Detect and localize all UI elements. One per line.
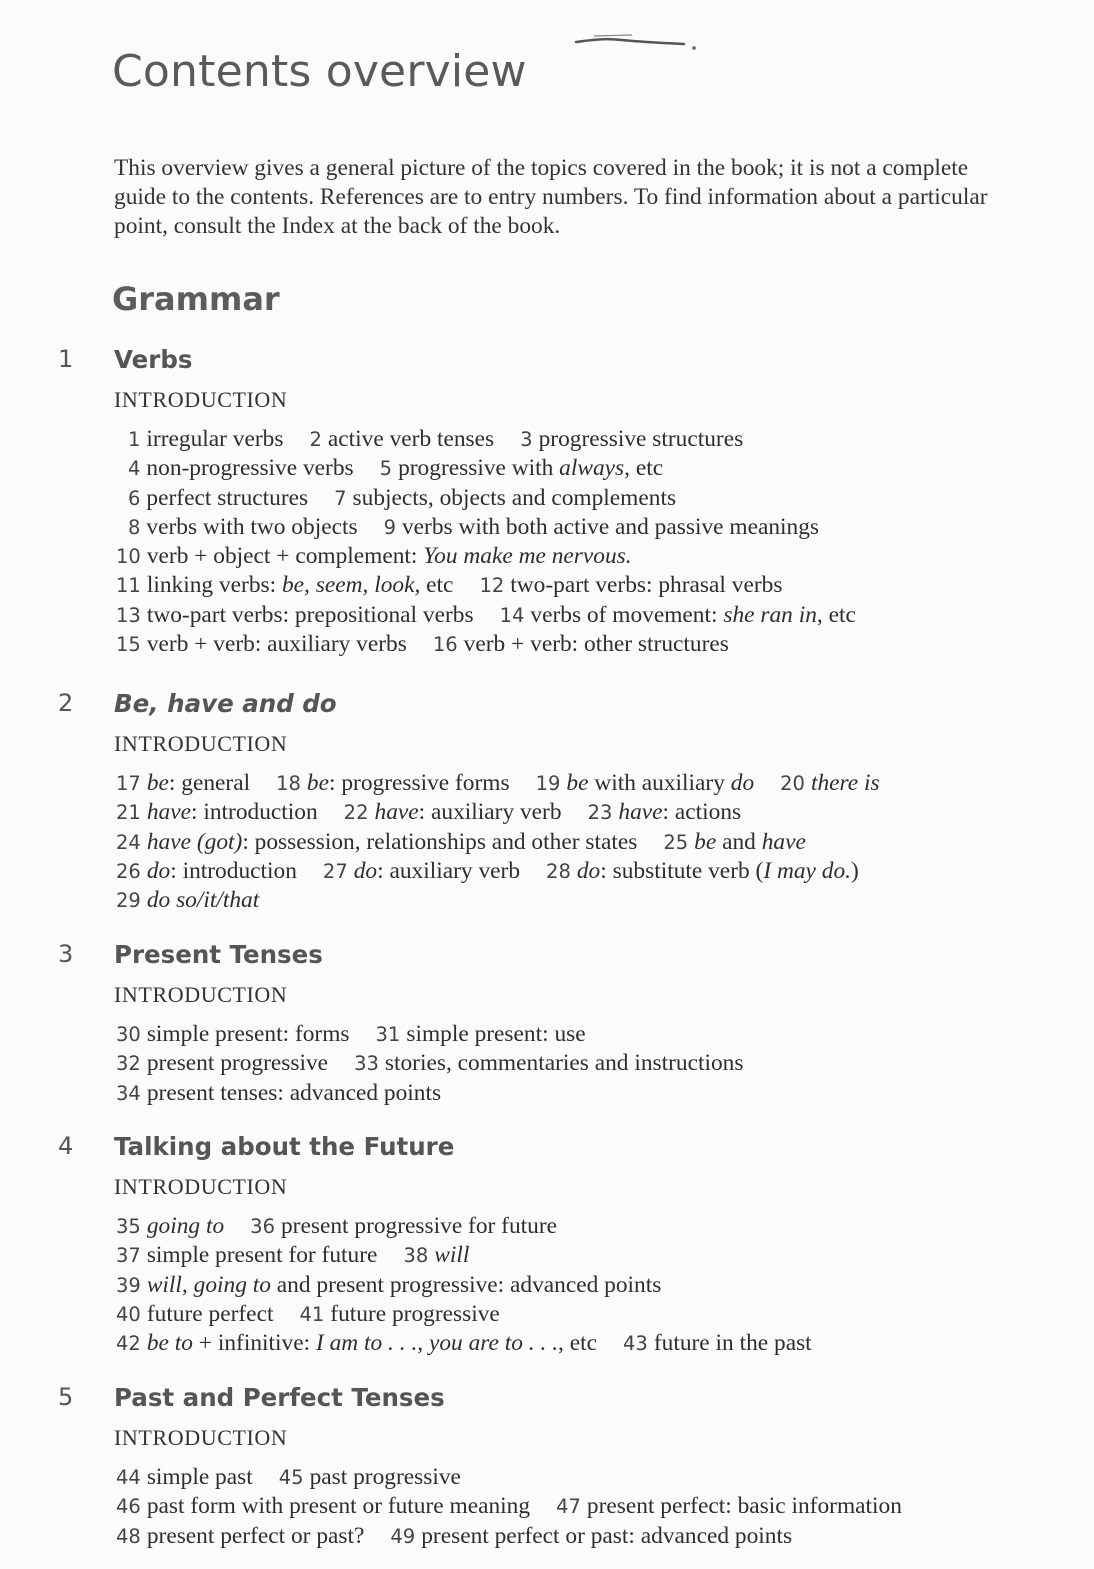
entry-number: 15 xyxy=(116,633,141,657)
contents-entry xyxy=(323,858,520,884)
section-introduction-label: INTRODUCTION xyxy=(114,387,288,412)
entry-number: 14 xyxy=(499,603,525,627)
contents-entry xyxy=(116,602,474,628)
contents-entry xyxy=(279,1464,461,1490)
entry-text: always xyxy=(559,455,625,482)
entry-text: past form with present or future meaning xyxy=(146,1493,531,1520)
entry-line xyxy=(116,857,1076,886)
contents-entry xyxy=(309,426,494,452)
entry-text: verb + verb: other structures xyxy=(463,631,729,658)
contents-entry xyxy=(433,631,729,657)
entry-number: 11 xyxy=(116,574,141,598)
contents-entry xyxy=(623,1330,812,1356)
entry-text: will, going to xyxy=(146,1271,271,1298)
contents-entry xyxy=(390,1523,792,1549)
entry-line xyxy=(116,571,1076,600)
contents-entry xyxy=(588,799,742,825)
entry-number: 13 xyxy=(116,603,141,627)
entry-text: : introduction xyxy=(190,799,318,826)
entry-number: 49 xyxy=(390,1524,416,1548)
entry-number: 9 xyxy=(383,515,396,539)
entry-line xyxy=(116,798,1076,827)
entry-text: present progressive for future xyxy=(280,1213,558,1239)
contents-entry xyxy=(116,1330,597,1356)
entry-line xyxy=(116,513,1076,542)
entry-number: 10 xyxy=(116,545,141,569)
entry-list xyxy=(116,425,1076,659)
entry-text: do so/it/that xyxy=(146,887,260,914)
entry-list xyxy=(116,1212,1076,1358)
entry-number: 25 xyxy=(663,830,689,854)
entry-number: 12 xyxy=(479,574,505,598)
entry-text: be xyxy=(566,770,589,796)
entry-number: 45 xyxy=(278,1466,304,1489)
entry-number: 31 xyxy=(375,1023,401,1046)
entry-text: : possession, relationships and other states xyxy=(242,828,638,855)
entry-text: + infinitive: xyxy=(192,1330,316,1357)
entry-line xyxy=(116,886,1076,915)
entry-text: You make me nervous. xyxy=(423,543,632,570)
entry-list xyxy=(116,769,1076,915)
entry-line xyxy=(116,425,1076,454)
entry-text: do xyxy=(353,857,378,884)
entry-text: irregular verbs xyxy=(146,426,284,452)
entry-line xyxy=(116,454,1076,483)
contents-entry xyxy=(500,602,856,628)
entry-number: 26 xyxy=(116,859,141,883)
entry-number: 48 xyxy=(116,1524,141,1548)
entry-text: I may do. xyxy=(763,857,852,884)
section-introduction-label: INTRODUCTION xyxy=(114,1174,288,1199)
entry-number: 19 xyxy=(535,772,561,795)
contents-entry xyxy=(116,485,308,511)
section-title: Talking about the Future xyxy=(114,1132,455,1161)
entry-list xyxy=(116,1020,1076,1108)
entry-text: future in the past xyxy=(653,1330,812,1357)
entry-text: there is xyxy=(810,770,880,796)
entry-number: 33 xyxy=(354,1052,379,1076)
contents-entry xyxy=(116,426,283,452)
contents-entry xyxy=(250,1213,557,1239)
entry-text: simple present for future xyxy=(146,1242,378,1269)
entry-number: 17 xyxy=(116,772,141,795)
entry-text: two-part verbs: phrasal verbs xyxy=(510,572,783,599)
entry-text: have xyxy=(618,799,663,826)
contents-entry xyxy=(116,455,354,481)
section-introduction-label: INTRODUCTION xyxy=(114,982,288,1007)
contents-entry xyxy=(116,1464,253,1490)
entry-text: , etc xyxy=(816,601,856,628)
entry-list xyxy=(116,1463,1076,1551)
entry-text: she ran in xyxy=(723,601,817,628)
entry-number: 32 xyxy=(116,1052,141,1076)
entry-text: do xyxy=(730,770,755,796)
contents-entry xyxy=(116,799,318,825)
page-title: Contents overview xyxy=(112,46,527,97)
entry-number: 44 xyxy=(116,1466,141,1489)
entry-text: verbs with two objects xyxy=(146,513,358,540)
entry-text: , etc xyxy=(558,1330,598,1357)
entry-number: 5 xyxy=(379,457,393,481)
entry-number: 34 xyxy=(116,1081,141,1105)
entry-text: non-progressive verbs xyxy=(146,455,354,482)
contents-entry xyxy=(780,770,879,796)
entry-number: 24 xyxy=(116,830,141,854)
entry-number: 2 xyxy=(309,428,322,451)
entry-text: verb + object + complement: xyxy=(146,543,424,570)
intro-paragraph: This overview gives a general picture of the topics covered in the book; it is not a complete guide to the contents. References are to entry numbers. To find information about a particular point, consult the Index at the back of the book. xyxy=(114,155,988,240)
contents-entry xyxy=(556,1493,902,1519)
contents-entry xyxy=(520,426,743,452)
entry-line xyxy=(116,1049,1076,1078)
entry-number: 1 xyxy=(128,428,141,451)
entry-number: 28 xyxy=(546,859,571,883)
contents-entry xyxy=(116,770,250,796)
entry-line xyxy=(116,1241,1076,1270)
entry-text: be xyxy=(146,770,169,796)
entry-text: perfect structures xyxy=(146,484,309,511)
entry-line xyxy=(116,1329,1076,1358)
entry-number: 27 xyxy=(322,859,348,883)
entry-line xyxy=(116,601,1076,630)
entry-text: verb + verb: auxiliary verbs xyxy=(146,631,407,658)
entry-number: 46 xyxy=(116,1495,141,1519)
entry-number: 30 xyxy=(116,1023,141,1046)
entry-text: simple present: use xyxy=(406,1021,586,1047)
entry-number: 42 xyxy=(116,1332,141,1356)
entry-text: with auxiliary xyxy=(588,770,731,796)
section-introduction-label: INTRODUCTION xyxy=(114,731,288,756)
entry-number: 37 xyxy=(116,1244,141,1268)
entry-text: , etc xyxy=(624,455,664,482)
entry-text: future perfect xyxy=(146,1300,274,1327)
entry-number: 47 xyxy=(556,1495,581,1519)
entry-line xyxy=(116,1079,1076,1108)
pen-mark-decoration xyxy=(572,26,702,52)
entry-number: 8 xyxy=(128,515,141,539)
entry-number: 41 xyxy=(299,1302,325,1326)
contents-entry xyxy=(116,543,632,569)
contents-entry xyxy=(663,829,806,855)
entry-number: 23 xyxy=(587,801,613,825)
entry-text: present perfect: basic information xyxy=(586,1493,902,1520)
entry-text: and present progressive: advanced points xyxy=(270,1271,662,1298)
entry-number: 43 xyxy=(623,1332,648,1356)
entry-text: active verb tenses xyxy=(327,426,495,452)
contents-entry xyxy=(276,770,510,796)
section-title: Past and Perfect Tenses xyxy=(114,1383,445,1412)
contents-entry xyxy=(116,1493,530,1519)
entry-line xyxy=(116,828,1076,857)
entry-text: and xyxy=(716,828,762,855)
entry-number: 21 xyxy=(116,801,141,825)
contents-entry xyxy=(384,514,819,540)
entry-number: 38 xyxy=(403,1244,429,1268)
entry-text: present perfect or past: advanced points xyxy=(421,1522,793,1549)
section-number: 5 xyxy=(58,1383,74,1411)
contents-entry xyxy=(116,1523,364,1549)
entry-text: have xyxy=(761,828,806,855)
section-number: 4 xyxy=(58,1132,74,1160)
entry-line xyxy=(116,1522,1076,1551)
contents-entry xyxy=(116,1080,441,1106)
entry-line xyxy=(116,542,1076,571)
entry-text: : auxiliary verb xyxy=(377,857,521,884)
contents-entry xyxy=(380,455,663,481)
contents-entry xyxy=(116,829,637,855)
contents-entry xyxy=(116,572,453,598)
part-title: Grammar xyxy=(112,280,280,318)
contents-entry xyxy=(479,572,782,598)
contents-entry xyxy=(546,858,859,884)
entry-text: simple past xyxy=(146,1464,253,1490)
entry-line xyxy=(116,1271,1076,1300)
entry-text: I am to . . ., you are to . . . xyxy=(315,1330,559,1357)
entry-text: : actions xyxy=(662,799,742,826)
entry-text: progressive with xyxy=(398,455,560,482)
entry-number: 35 xyxy=(116,1215,141,1238)
contents-entry xyxy=(116,631,407,657)
entry-line xyxy=(116,1020,1076,1049)
entry-number: 3 xyxy=(520,428,533,451)
contents-entry xyxy=(354,1050,743,1076)
entry-number: 22 xyxy=(343,801,369,825)
entry-text: : substitute verb ( xyxy=(600,857,764,884)
contents-entry xyxy=(344,799,562,825)
entry-text: : introduction xyxy=(170,857,297,884)
entry-text: future progressive xyxy=(330,1300,500,1327)
entry-number: 40 xyxy=(116,1302,141,1326)
entry-text: progressive structures xyxy=(538,426,744,452)
entry-text: going to xyxy=(146,1213,225,1239)
entry-text: have xyxy=(146,799,191,826)
entry-text: ) xyxy=(851,857,859,884)
entry-text: simple present: forms xyxy=(146,1021,350,1047)
contents-entry xyxy=(116,1301,273,1327)
section-number: 2 xyxy=(58,689,74,717)
contents-entry xyxy=(334,485,676,511)
entry-text: present tenses: advanced points xyxy=(146,1079,442,1106)
contents-entry xyxy=(116,858,297,884)
entry-text: stories, commentaries and instructions xyxy=(384,1050,744,1077)
entry-line xyxy=(116,1463,1076,1492)
entry-number: 36 xyxy=(250,1215,275,1238)
section-title: Be, have and do xyxy=(114,689,337,718)
contents-entry xyxy=(116,1272,661,1298)
entry-text: be xyxy=(694,828,717,855)
contents-entry xyxy=(116,887,259,913)
entry-text: have (got) xyxy=(146,828,243,855)
entry-line xyxy=(116,484,1076,513)
entry-text: : auxiliary verb xyxy=(418,799,562,826)
contents-entry xyxy=(403,1242,469,1268)
entry-text: be to xyxy=(146,1330,193,1357)
entry-text: verbs with both active and passive meanings xyxy=(401,513,820,540)
contents-entry xyxy=(116,514,358,540)
entry-text: do xyxy=(576,857,601,884)
entry-text: : general xyxy=(168,770,251,796)
entry-number: 6 xyxy=(128,486,141,510)
entry-text: present perfect or past? xyxy=(146,1522,365,1549)
entry-text: will xyxy=(434,1242,470,1269)
entry-number: 18 xyxy=(276,772,301,795)
contents-entry xyxy=(116,1242,377,1268)
entry-text: be, seem, look xyxy=(281,572,415,599)
entry-text: subjects, objects and complements xyxy=(352,484,677,511)
entry-text: linking verbs: xyxy=(146,572,282,599)
entry-line xyxy=(116,1492,1076,1521)
entry-number: 20 xyxy=(780,772,805,795)
entry-text: two-part verbs: prepositional verbs xyxy=(146,601,474,628)
entry-text: , etc xyxy=(414,572,454,599)
section-introduction-label: INTRODUCTION xyxy=(114,1425,288,1450)
entry-line xyxy=(116,1212,1076,1241)
entry-text: do xyxy=(146,857,171,884)
entry-text: present progressive xyxy=(146,1050,329,1077)
entry-number: 39 xyxy=(116,1273,141,1297)
entry-text: have xyxy=(374,799,419,826)
entry-number: 16 xyxy=(432,633,458,657)
entry-text: : progressive forms xyxy=(328,770,510,796)
entry-number: 7 xyxy=(334,486,347,510)
entry-line xyxy=(116,769,1076,798)
entry-text: verbs of movement: xyxy=(530,601,724,628)
contents-entry xyxy=(376,1021,586,1047)
contents-entry xyxy=(116,1021,350,1047)
section-number: 3 xyxy=(58,940,74,968)
entry-text: past progressive xyxy=(309,1464,461,1490)
entry-line xyxy=(116,1300,1076,1329)
contents-entry xyxy=(299,1301,499,1327)
entry-number: 4 xyxy=(128,457,141,481)
section-title: Present Tenses xyxy=(114,940,323,969)
contents-entry xyxy=(116,1050,328,1076)
entry-number: 29 xyxy=(116,889,141,913)
section-title: Verbs xyxy=(114,345,193,374)
contents-entry xyxy=(536,770,755,796)
entry-line xyxy=(116,630,1076,659)
section-number: 1 xyxy=(58,345,74,373)
contents-entry xyxy=(116,1213,224,1239)
entry-text: be xyxy=(306,770,329,796)
